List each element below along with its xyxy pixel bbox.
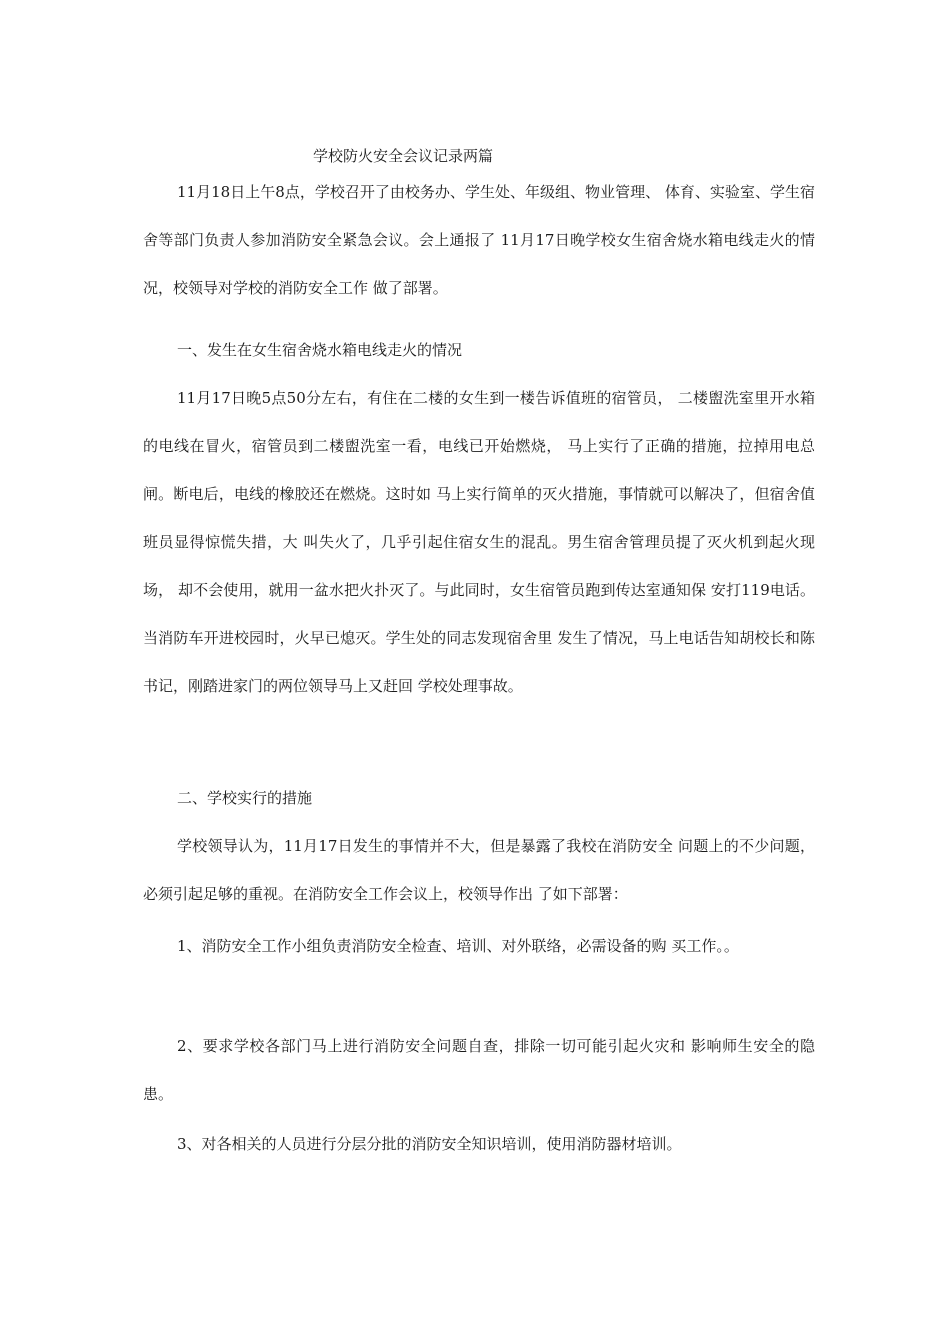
- measure-item-2: 2、要求学校各部门马上进行消防安全问题自查，排除一切可能引起火灾和 影响师生安全的隐患。: [143, 1037, 815, 1103]
- fire-incident-paragraph: 11月17日晚5点50分左右，有住在二楼的女生到一楼告诉值班的宿管员， 二楼盥洗室里开水箱的电线在冒火，宿管员到二楼盥洗室一看，电线已开始燃烧， 马上实行了正确的措施，拉掉用电总闸。断电后，电线的橡胶还在燃烧。这时如 马上实行简单的灭火措施，事情就可以解决了，但宿舍值班员显得惊慌失措，大 叫失火了，几乎引起住宿女生的混乱。男生宿舍管理员提了灭火机到起火现场， 却不会使用，就用一盆水把火扑灭了。与此同时，女生宿管员跑到传达室通知保 安打119电话。当消防车开进校园时，火早已熄灭。学生处的同志发现宿舍里 发生了情况，马上电话告知胡校长和陈书记，刚踏进家门的两位领导马上又赶回 学校处理事故。: [143, 389, 815, 695]
- section-heading-measures: 二、学校实行的措施: [177, 789, 313, 807]
- measures-paragraph: 学校领导认为，11月17日发生的事情并不大，但是暴露了我校在消防安全 问题上的不少问题，必须引起足够的重视。在消防安全工作会议上，校领导作出 了如下部署：: [143, 837, 815, 903]
- measure-item-3: 3、对各相关的人员进行分层分批的消防安全知识培训，使用消防器材培训。: [177, 1135, 682, 1153]
- intro-paragraph: 11月18日上午8点，学校召开了由校务办、学生处、年级组、物业管理、 体育、实验室、学生宿舍等部门负责人参加消防安全紧急会议。会上通报了 11月17日晚学校女生宿舍烧水箱电线走火的情况，校领导对学校的消防安全工作 做了部署。: [143, 183, 815, 297]
- measure-item-1: 1、消防安全工作小组负责消防安全检查、培训、对外联络，必需设备的购 买工作。。: [177, 937, 739, 955]
- section-heading-fire-incident: 一、发生在女生宿舍烧水箱电线走火的情况: [177, 341, 463, 359]
- document-title: 学校防火安全会议记录两篇: [313, 147, 494, 165]
